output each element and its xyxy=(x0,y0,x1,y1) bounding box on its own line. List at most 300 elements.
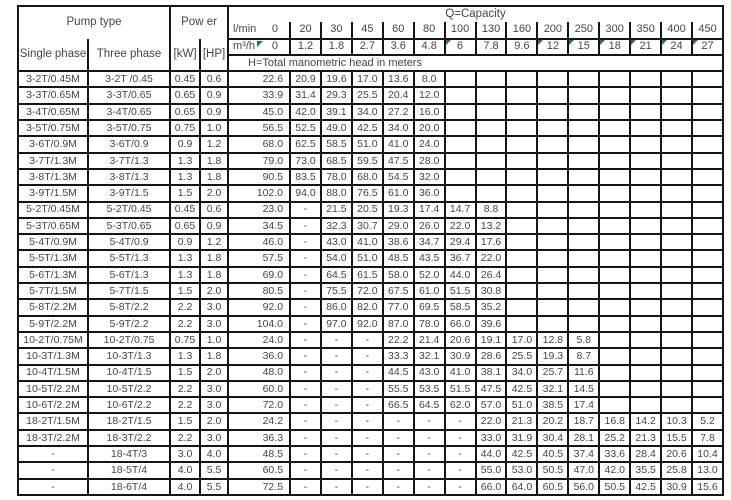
head-value-cell: 55.0 xyxy=(476,462,507,478)
head-value-cell xyxy=(692,267,723,283)
three-phase-cell: 5-9T/2.2 xyxy=(88,316,170,332)
single-phase-cell: 18-3T/2.2M xyxy=(18,430,88,446)
head-value-cell xyxy=(599,348,630,364)
head-value-cell: 64.0 xyxy=(506,479,537,495)
head-value-cell xyxy=(630,185,661,201)
head-value-cell: 39.6 xyxy=(476,316,507,332)
green-flag-icon xyxy=(693,40,698,45)
kw-cell: 2.2 xyxy=(170,430,200,446)
kw-cell: 0.75 xyxy=(170,120,200,136)
head-value-cell xyxy=(506,104,537,120)
head-value-cell xyxy=(661,104,692,120)
head-value-cell xyxy=(506,202,537,218)
head-value-cell: 41.0 xyxy=(445,365,476,381)
head-value-cell xyxy=(537,153,568,169)
head-value-cell: 34.0 xyxy=(383,120,414,136)
table-row xyxy=(18,413,723,429)
kw-cell: 2.2 xyxy=(170,397,200,413)
head-value-cell xyxy=(692,234,723,250)
single-phase-cell: 5-7T/1.5M xyxy=(18,283,88,299)
three-phase-cell: 3-3T/0.65 xyxy=(88,87,170,103)
head-value-cell: 21.3 xyxy=(506,413,537,429)
three-phase-cell: 5-4T/0.9 xyxy=(88,234,170,250)
head-value-cell xyxy=(537,234,568,250)
single-phase-cell: - xyxy=(18,479,88,495)
head-value-cell: - xyxy=(290,283,321,299)
green-flag-icon xyxy=(631,40,636,45)
head-value-cell: - xyxy=(445,479,476,495)
head-value-cell: 72.5 xyxy=(228,479,290,495)
head-value-cell xyxy=(568,104,599,120)
single-phase-cell: 10-2T/0.75M xyxy=(18,332,88,348)
head-value-cell: 58.5 xyxy=(321,136,352,152)
head-value-cell xyxy=(506,71,537,87)
hp-cell: 3.0 xyxy=(200,430,228,446)
head-value-cell xyxy=(537,120,568,136)
head-value-cell xyxy=(661,202,692,218)
head-value-cell: 48.5 xyxy=(228,446,290,462)
head-value-cell: 8.0 xyxy=(414,71,445,87)
head-value-cell: 30.7 xyxy=(352,218,383,234)
head-value-cell: 68.0 xyxy=(352,169,383,185)
head-value-cell xyxy=(630,283,661,299)
head-value-cell: 32.1 xyxy=(537,381,568,397)
lmin-value-0: 0 xyxy=(271,23,279,36)
head-value-cell xyxy=(445,136,476,152)
head-value-cell xyxy=(476,71,507,87)
head-value-cell: 51.5 xyxy=(445,381,476,397)
table-row xyxy=(18,381,723,397)
head-value-cell xyxy=(630,267,661,283)
head-value-cell xyxy=(692,299,723,315)
head-value-cell xyxy=(506,316,537,332)
head-value-cell: - xyxy=(352,348,383,364)
head-value-cell: 61.0 xyxy=(383,185,414,201)
hp-cell: 0.6 xyxy=(200,71,228,87)
single-phase-cell: 5-4T/0.9M xyxy=(18,234,88,250)
head-value-cell xyxy=(661,381,692,397)
head-value-cell xyxy=(506,299,537,315)
head-value-cell: 23.0 xyxy=(228,202,290,218)
head-value-cell: 47.5 xyxy=(476,381,507,397)
head-value-cell xyxy=(630,71,661,87)
head-value-cell xyxy=(568,87,599,103)
kw-cell: 4.0 xyxy=(170,479,200,495)
head-value-cell: 69.5 xyxy=(414,299,445,315)
three-phase-cell: 3-8T/1.3 xyxy=(88,169,170,185)
capacity-m3h-cell: 15 xyxy=(568,39,599,55)
head-value-cell xyxy=(599,397,630,413)
head-value-cell xyxy=(537,250,568,266)
head-value-cell xyxy=(599,299,630,315)
head-value-cell: 13.0 xyxy=(692,462,723,478)
head-value-cell: 62.0 xyxy=(445,397,476,413)
head-value-cell: 90.5 xyxy=(228,169,290,185)
three-phase-cell: 18-4T/3 xyxy=(88,446,170,462)
power-group-header: Pow er xyxy=(170,6,228,39)
head-value-cell: 42.5 xyxy=(506,446,537,462)
head-value-cell xyxy=(506,120,537,136)
head-value-cell xyxy=(661,185,692,201)
kw-cell: 2.2 xyxy=(170,381,200,397)
kw-cell: 0.65 xyxy=(170,87,200,103)
head-value-cell: - xyxy=(290,479,321,495)
head-value-cell: 59.5 xyxy=(352,153,383,169)
head-value-cell xyxy=(692,185,723,201)
head-value-cell: - xyxy=(290,234,321,250)
head-value-cell xyxy=(568,202,599,218)
capacity-m3h-cell: 1.8 xyxy=(321,39,352,55)
head-value-cell xyxy=(506,153,537,169)
head-value-cell: 51.0 xyxy=(352,250,383,266)
head-value-cell xyxy=(599,365,630,381)
head-value-cell xyxy=(568,185,599,201)
kw-cell: 2.2 xyxy=(170,316,200,332)
single-phase-cell: 10-3T/1.3M xyxy=(18,348,88,364)
head-value-cell: 54.0 xyxy=(321,250,352,266)
capacity-lmin-cell: 80 xyxy=(414,22,445,38)
head-value-cell xyxy=(661,71,692,87)
single-phase-cell: 5-5T/1.3M xyxy=(18,250,88,266)
head-value-cell: 26.0 xyxy=(414,218,445,234)
head-value-cell: 47.5 xyxy=(383,153,414,169)
single-phase-cell: 10-6T/2.2M xyxy=(18,397,88,413)
head-value-cell: 48.0 xyxy=(228,365,290,381)
head-value-cell: 43.0 xyxy=(414,365,445,381)
head-value-cell: 72.0 xyxy=(228,397,290,413)
head-value-cell: 60.0 xyxy=(228,381,290,397)
head-value-cell xyxy=(661,283,692,299)
head-value-cell xyxy=(630,250,661,266)
head-value-cell xyxy=(661,348,692,364)
head-value-cell xyxy=(537,87,568,103)
three-phase-cell: 10-6T/2.2 xyxy=(88,397,170,413)
head-value-cell xyxy=(630,381,661,397)
head-value-cell: 42.5 xyxy=(506,381,537,397)
head-value-cell xyxy=(537,202,568,218)
head-value-cell: - xyxy=(352,397,383,413)
head-value-cell xyxy=(630,348,661,364)
head-value-cell: - xyxy=(321,397,352,413)
head-value-cell: 35.2 xyxy=(476,299,507,315)
head-value-cell: 20.6 xyxy=(661,446,692,462)
head-value-cell xyxy=(445,87,476,103)
head-value-cell xyxy=(599,202,630,218)
head-value-cell: 66.0 xyxy=(445,316,476,332)
head-value-cell: 53.5 xyxy=(414,381,445,397)
head-value-cell: 44.0 xyxy=(445,267,476,283)
kw-cell: 1.3 xyxy=(170,153,200,169)
head-value-cell: 15.5 xyxy=(661,430,692,446)
head-value-cell: 73.0 xyxy=(290,153,321,169)
head-value-cell xyxy=(630,153,661,169)
three-phase-cell: 5-5T/1.3 xyxy=(88,250,170,266)
head-value-cell xyxy=(692,283,723,299)
head-value-cell: 10.3 xyxy=(661,413,692,429)
head-value-cell xyxy=(599,234,630,250)
kw-cell: 0.45 xyxy=(170,202,200,218)
kw-cell: 0.65 xyxy=(170,104,200,120)
head-value-cell: 25.8 xyxy=(661,462,692,478)
head-value-cell: 43.5 xyxy=(414,250,445,266)
table-row xyxy=(18,479,723,495)
head-value-cell xyxy=(599,185,630,201)
head-value-cell: 20.6 xyxy=(445,332,476,348)
head-value-cell xyxy=(692,365,723,381)
capacity-m3h-cell: 7.8 xyxy=(476,39,507,55)
head-value-cell: 12.8 xyxy=(537,332,568,348)
head-value-cell: 17.4 xyxy=(568,397,599,413)
head-value-cell xyxy=(692,202,723,218)
capacity-group-header: Q=Capacity xyxy=(228,6,723,22)
capacity-lmin-cell: 300 xyxy=(599,22,630,38)
head-value-cell: 36.3 xyxy=(228,430,290,446)
capacity-lmin-cell: 130 xyxy=(476,22,507,38)
head-value-cell: 38.6 xyxy=(383,234,414,250)
head-value-cell xyxy=(661,87,692,103)
head-value-cell: - xyxy=(352,381,383,397)
three-phase-cell: 10-2T/0.75 xyxy=(88,332,170,348)
head-value-cell: 14.5 xyxy=(568,381,599,397)
head-value-cell xyxy=(692,397,723,413)
table-row xyxy=(18,136,723,152)
capacity-m3h-cell: 4.8 xyxy=(414,39,445,55)
head-value-cell xyxy=(476,120,507,136)
head-value-cell: 20.9 xyxy=(290,71,321,87)
capacity-lmin-cell: 250 xyxy=(568,22,599,38)
head-value-cell: - xyxy=(352,413,383,429)
head-value-cell: 52.0 xyxy=(414,267,445,283)
head-value-cell: - xyxy=(414,430,445,446)
head-value-cell: 43.0 xyxy=(321,234,352,250)
hp-cell: 1.8 xyxy=(200,250,228,266)
head-value-cell: 30.8 xyxy=(476,283,507,299)
head-value-cell xyxy=(692,250,723,266)
head-value-cell xyxy=(692,169,723,185)
head-value-cell: - xyxy=(414,462,445,478)
capacity-m3h-cell: 2.7 xyxy=(352,39,383,55)
kw-cell: 2.2 xyxy=(170,299,200,315)
single-phase-cell: 3-5T/0.75M xyxy=(18,120,88,136)
m3h-value-0: 0 xyxy=(271,40,279,53)
capacity-m3h-cell: 6 xyxy=(445,39,476,55)
head-value-cell: - xyxy=(290,299,321,315)
head-value-cell xyxy=(630,316,661,332)
head-value-cell: 39.1 xyxy=(321,104,352,120)
head-value-cell: 38.1 xyxy=(476,365,507,381)
head-value-cell: 92.0 xyxy=(352,316,383,332)
head-value-cell xyxy=(630,202,661,218)
single-phase-cell: 3-4T/0.65M xyxy=(18,104,88,120)
head-value-cell xyxy=(537,218,568,234)
head-value-cell: 17.6 xyxy=(476,234,507,250)
table-row xyxy=(18,365,723,381)
table-row xyxy=(18,104,723,120)
head-value-cell: 36.7 xyxy=(445,250,476,266)
head-value-cell: 46.0 xyxy=(228,234,290,250)
head-value-cell xyxy=(568,169,599,185)
head-value-cell: 19.6 xyxy=(321,71,352,87)
capacity-m3h-cell: 1.2 xyxy=(290,39,321,55)
table-row xyxy=(18,430,723,446)
head-value-cell: 69.0 xyxy=(228,267,290,283)
head-value-cell: 47.0 xyxy=(568,462,599,478)
head-value-cell: 16.8 xyxy=(599,413,630,429)
head-value-cell xyxy=(692,120,723,136)
head-value-cell: - xyxy=(290,397,321,413)
head-value-cell xyxy=(692,71,723,87)
head-value-cell xyxy=(568,234,599,250)
head-value-cell: - xyxy=(290,218,321,234)
head-value-cell: 28.1 xyxy=(568,430,599,446)
head-value-cell: 32.1 xyxy=(414,348,445,364)
single-phase-cell: 3-6T/0.9M xyxy=(18,136,88,152)
head-value-cell xyxy=(692,104,723,120)
three-phase-cell: 3-9T/1.5 xyxy=(88,185,170,201)
head-value-cell xyxy=(630,87,661,103)
table-row xyxy=(18,283,723,299)
head-value-cell: 88.0 xyxy=(321,185,352,201)
hp-cell: 1.8 xyxy=(200,267,228,283)
head-value-cell xyxy=(445,169,476,185)
green-flag-icon xyxy=(257,41,263,47)
head-value-cell: 24.0 xyxy=(414,136,445,152)
head-value-cell xyxy=(630,136,661,152)
head-value-cell: 18.7 xyxy=(568,413,599,429)
head-value-cell xyxy=(692,348,723,364)
single-phase-cell: 10-4T/1.5M xyxy=(18,365,88,381)
head-value-cell: 32.3 xyxy=(321,218,352,234)
three-phase-cell: 3-2T /0.45 xyxy=(88,71,170,87)
three-phase-cell: 10-5T/2.2 xyxy=(88,381,170,397)
m3h-header-cell xyxy=(228,39,290,55)
head-value-cell: 50.5 xyxy=(599,479,630,495)
kw-cell: 1.3 xyxy=(170,348,200,364)
kw-cell: 4.0 xyxy=(170,462,200,478)
head-value-cell xyxy=(692,381,723,397)
head-value-cell xyxy=(445,104,476,120)
head-value-cell: 72.0 xyxy=(352,283,383,299)
table-row xyxy=(18,250,723,266)
single-phase-cell: 5-2T/0.45M xyxy=(18,202,88,218)
head-value-cell: 19.1 xyxy=(476,332,507,348)
head-value-cell: 64.5 xyxy=(414,397,445,413)
head-value-cell xyxy=(661,153,692,169)
head-value-cell xyxy=(599,381,630,397)
head-value-cell: 17.4 xyxy=(414,202,445,218)
head-value-cell xyxy=(630,104,661,120)
hp-cell: 1.2 xyxy=(200,234,228,250)
head-value-cell xyxy=(568,299,599,315)
head-value-cell xyxy=(506,267,537,283)
head-value-cell: 17.0 xyxy=(506,332,537,348)
head-value-cell xyxy=(476,87,507,103)
head-value-cell: 82.0 xyxy=(352,299,383,315)
head-value-cell: 34.7 xyxy=(414,234,445,250)
head-value-cell: - xyxy=(445,462,476,478)
three-phase-cell: 3-4T/0.65 xyxy=(88,104,170,120)
capacity-lmin-cell: 350 xyxy=(630,22,661,38)
head-value-cell: 28.6 xyxy=(476,348,507,364)
kw-cell: 0.65 xyxy=(170,218,200,234)
single-phase-cell: 5-6T/1.3M xyxy=(18,267,88,283)
single-phase-cell: - xyxy=(18,446,88,462)
head-value-cell: 68.0 xyxy=(228,136,290,152)
head-value-cell: 58.0 xyxy=(383,267,414,283)
head-value-cell xyxy=(630,365,661,381)
head-value-cell: 37.4 xyxy=(568,446,599,462)
kw-cell: 1.5 xyxy=(170,283,200,299)
head-value-cell xyxy=(476,104,507,120)
kw-header: [kW] xyxy=(170,39,200,72)
head-value-cell xyxy=(599,104,630,120)
head-value-cell: 30.9 xyxy=(445,348,476,364)
head-value-cell: 7.8 xyxy=(692,430,723,446)
head-value-cell: - xyxy=(321,381,352,397)
three-phase-cell: 5-8T/2.2 xyxy=(88,299,170,315)
head-value-cell: 51.0 xyxy=(352,136,383,152)
single-phase-cell: 3-9T/1.5M xyxy=(18,185,88,201)
hp-header: [HP] xyxy=(200,39,228,72)
head-value-cell: - xyxy=(352,430,383,446)
three-phase-cell: 5-2T/0.45 xyxy=(88,202,170,218)
hp-cell: 1.0 xyxy=(200,120,228,136)
head-value-cell: 20.4 xyxy=(383,87,414,103)
table-row xyxy=(18,202,723,218)
head-value-cell: 35.5 xyxy=(630,462,661,478)
head-value-cell: 51.5 xyxy=(445,283,476,299)
head-value-cell: 5.8 xyxy=(568,332,599,348)
head-value-cell xyxy=(568,153,599,169)
head-value-cell: 32.0 xyxy=(414,169,445,185)
head-value-cell: 24.2 xyxy=(228,413,290,429)
head-value-cell: 40.5 xyxy=(537,446,568,462)
head-value-cell xyxy=(599,71,630,87)
head-value-cell xyxy=(661,267,692,283)
head-value-cell xyxy=(568,218,599,234)
head-value-cell: 29.0 xyxy=(383,218,414,234)
head-value-cell: - xyxy=(290,462,321,478)
kw-cell: 1.5 xyxy=(170,365,200,381)
head-value-cell xyxy=(506,218,537,234)
head-value-cell xyxy=(506,136,537,152)
head-value-cell xyxy=(445,185,476,201)
head-value-cell: 48.5 xyxy=(383,250,414,266)
head-value-cell: 30.9 xyxy=(661,479,692,495)
head-value-cell: 22.0 xyxy=(476,413,507,429)
head-value-cell: - xyxy=(383,479,414,495)
kw-cell: 0.9 xyxy=(170,136,200,152)
kw-cell: 3.0 xyxy=(170,446,200,462)
table-row xyxy=(18,446,723,462)
head-value-cell: - xyxy=(321,332,352,348)
head-value-cell xyxy=(599,316,630,332)
capacity-lmin-cell: 160 xyxy=(506,22,537,38)
kw-cell: 0.75 xyxy=(170,332,200,348)
head-value-cell xyxy=(599,169,630,185)
head-value-cell xyxy=(537,185,568,201)
head-value-cell: 22.2 xyxy=(383,332,414,348)
head-value-cell xyxy=(537,104,568,120)
head-value-cell xyxy=(661,332,692,348)
hp-cell: 1.8 xyxy=(200,348,228,364)
head-value-cell xyxy=(537,316,568,332)
three-phase-header: Three phase xyxy=(88,39,170,72)
head-value-cell: 34.0 xyxy=(506,365,537,381)
head-value-cell: 34.5 xyxy=(228,218,290,234)
head-value-cell xyxy=(661,169,692,185)
head-value-cell: - xyxy=(290,381,321,397)
